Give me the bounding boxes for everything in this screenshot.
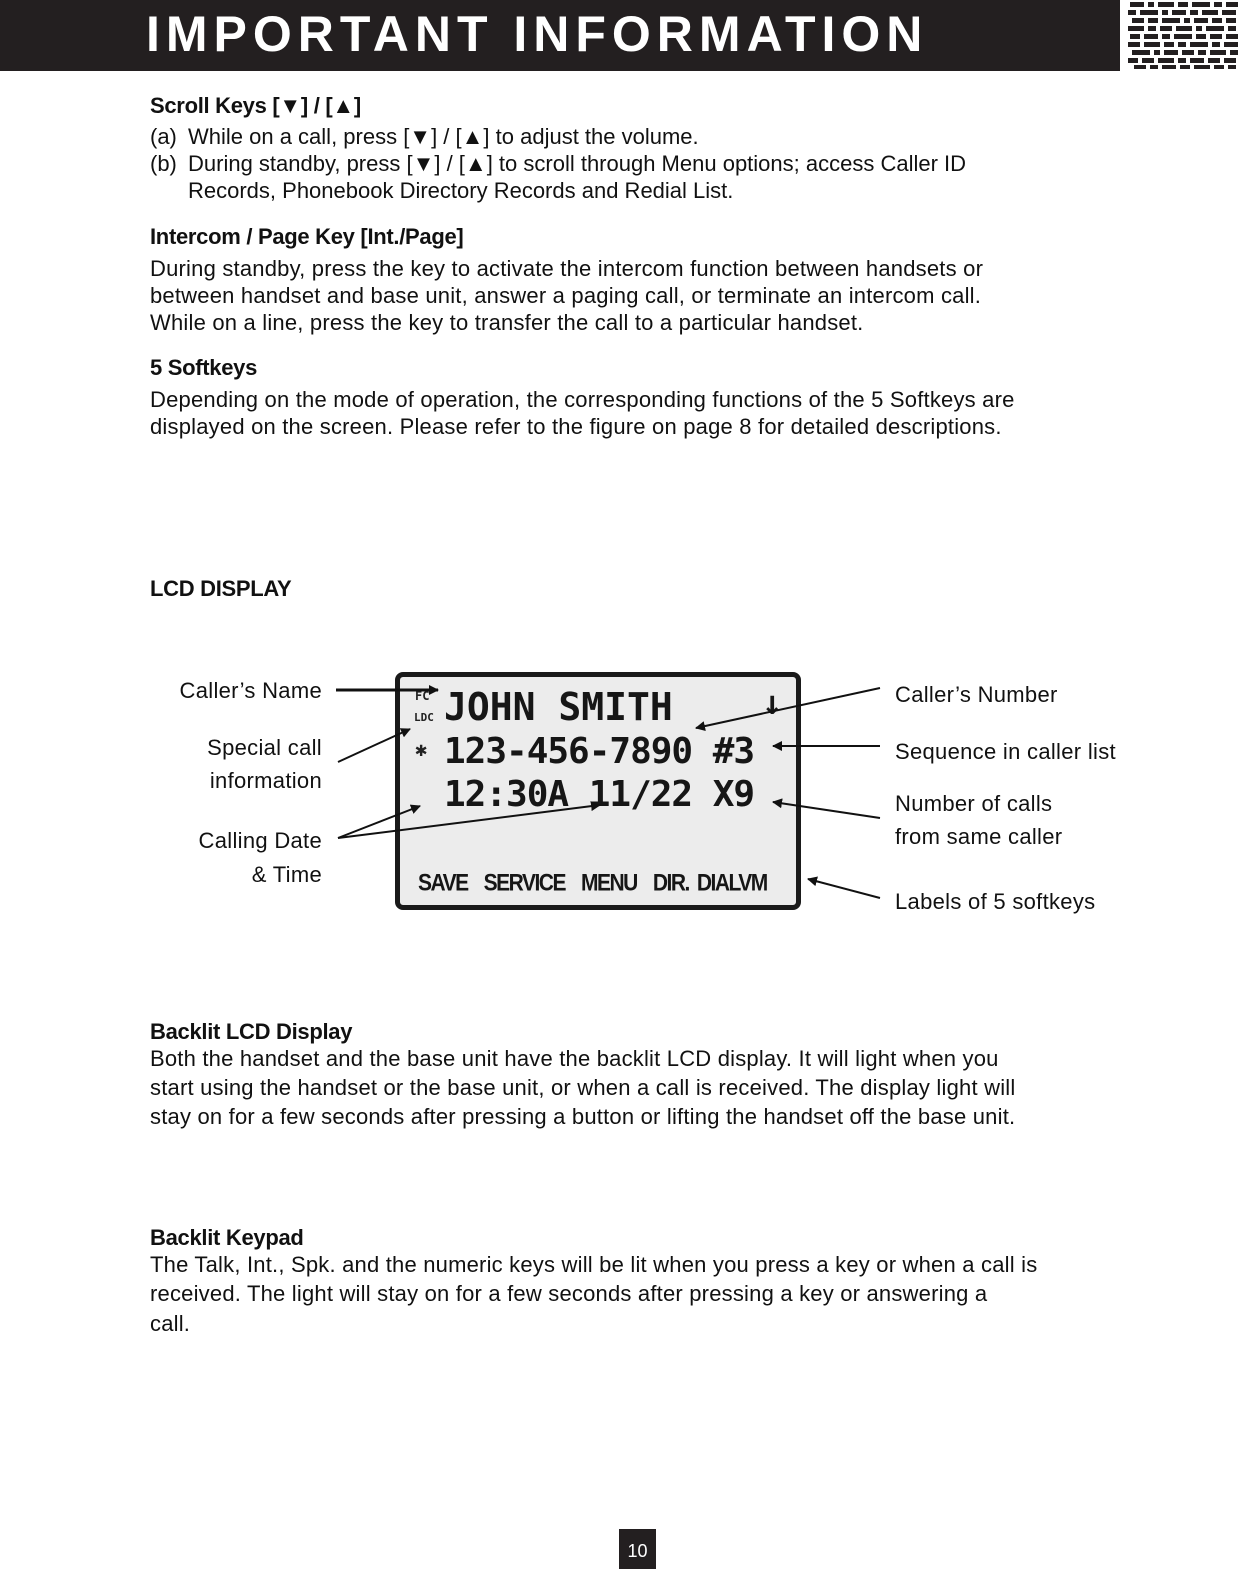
softkeys-line-1: Depending on the mode of operation, the corresponding functions of the 5 Softkeys are: [150, 387, 1015, 412]
lcd-softkey-dial: DIAL: [696, 870, 739, 897]
label-sequence: Sequence in caller list: [895, 739, 1116, 764]
lcd-special-call-icon: ✱: [415, 737, 428, 761]
label-callers-number: Caller’s Number: [895, 682, 1058, 707]
lcd-softkey-service: SERVICE: [483, 870, 565, 897]
lcd-softkey-save: SAVE: [418, 870, 468, 897]
scroll-keys-item-b: [150, 150, 966, 177]
label-number-calls-2: from same caller: [895, 824, 1063, 849]
lcd-softkey-labels: [418, 870, 783, 898]
intercom-line-1: During standby, press the key to activate the intercom function between handsets or: [150, 256, 984, 281]
lcd-display-heading: LCD DISPLAY: [150, 576, 292, 601]
list-marker: (b): [150, 151, 177, 176]
label-softkey-labels: Labels of 5 softkeys: [895, 889, 1096, 914]
list-item-text: During standby, press [▼] / [▲] to scroll through Menu options; access Caller ID: [188, 151, 967, 176]
backlit-keypad-heading: Backlit Keypad: [150, 1225, 304, 1250]
lcd-down-arrow-icon: ↓: [762, 683, 783, 723]
header-bar: [0, 0, 1120, 71]
backlit-lcd-heading: Backlit LCD Display: [150, 1019, 353, 1044]
page-number: 10: [619, 1529, 656, 1569]
lcd-number-line: 123-456-7890 #3: [444, 731, 755, 772]
label-special-call-1: Special call: [207, 735, 322, 760]
lcd-softkey-menu: MENU: [580, 870, 637, 897]
intercom-heading: Intercom / Page Key [Int./Page]: [150, 224, 464, 249]
scroll-keys-heading: Scroll Keys [▼] / [▲]: [150, 93, 361, 118]
lcd-indicator-bottom: LDC: [414, 711, 434, 724]
backlit-lcd-line-2: start using the handset or the base unit, or when a call is received. The display light will: [150, 1075, 1016, 1100]
intercom-line-3: While on a line, press the key to transfer the call to a particular handset.: [150, 310, 864, 335]
lcd-time-line: 12:30A 11/22 X9: [444, 774, 755, 815]
lcd-screen: [395, 672, 801, 910]
decorative-pattern-icon: [1126, 0, 1240, 71]
label-calling-date-2: & Time: [251, 862, 322, 887]
softkeys-heading: 5 Softkeys: [150, 355, 258, 380]
lcd-indicator-top: FC: [415, 689, 430, 703]
list-marker: (a): [150, 124, 177, 149]
label-callers-name: Caller’s Name: [179, 678, 322, 703]
label-number-calls-1: Number of calls: [895, 791, 1053, 816]
label-special-call-2: information: [209, 768, 322, 793]
arrow-softkey-labels: [808, 879, 880, 898]
scroll-keys-item-a: [150, 123, 699, 150]
scroll-keys-item-b-continued: Records, Phonebook Directory Records and Redial List.: [188, 178, 734, 203]
lcd-softkey-dir: DIR.: [652, 870, 689, 897]
label-calling-date-1: Calling Date: [198, 828, 322, 853]
list-item-text: While on a call, press [▼] / [▲] to adjust the volume.: [188, 124, 699, 149]
backlit-lcd-line-3: stay on for a few seconds after pressing a button or lifting the handset off the base unit.: [150, 1104, 1016, 1129]
backlit-lcd-line-1: Both the handset and the base unit have the backlit LCD display. It will light when you: [150, 1046, 999, 1071]
backlit-keypad-line-3: call.: [150, 1311, 191, 1336]
intercom-line-2: between handset and base unit, answer a paging call, or terminate an intercom call.: [150, 283, 982, 308]
backlit-keypad-line-2: received. The light will stay on for a few seconds after pressing a key or answering a: [150, 1281, 988, 1306]
softkeys-line-2: displayed on the screen. Please refer to the figure on page 8 for detailed descriptions.: [150, 414, 1002, 439]
lcd-softkey-vm: VM: [738, 870, 767, 897]
page-title: IMPORTANT INFORMATION: [146, 6, 929, 62]
lcd-caller-name: JOHN SMITH: [444, 685, 673, 729]
backlit-keypad-line-1: The Talk, Int., Spk. and the numeric keys will be lit when you press a key or when a call is: [150, 1252, 1038, 1277]
